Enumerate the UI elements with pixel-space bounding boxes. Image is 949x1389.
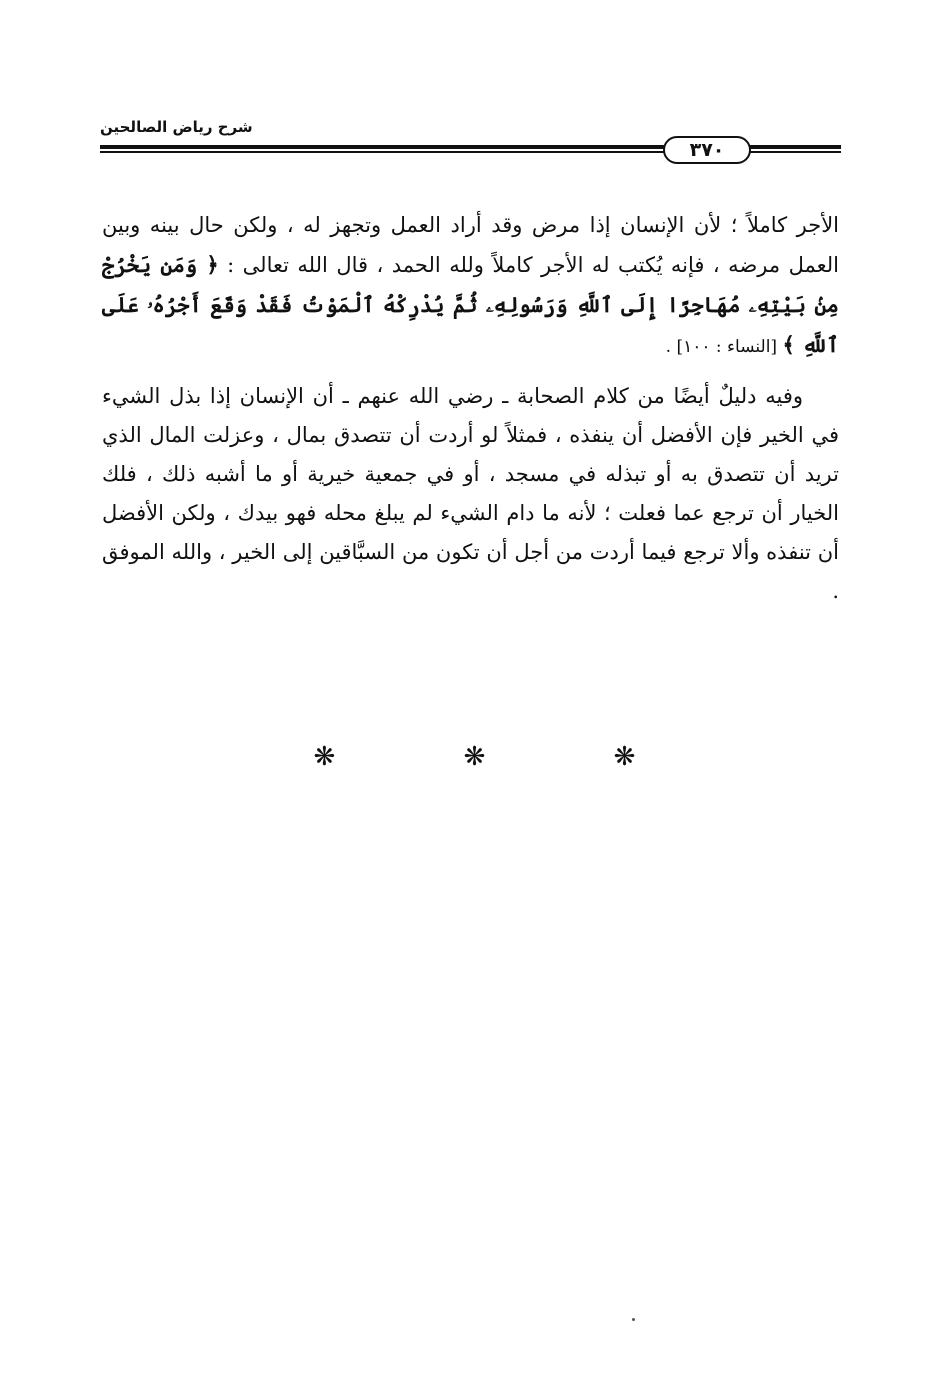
verse-citation: [النساء : ١٠٠] . bbox=[665, 337, 783, 357]
paragraph-2: وفيه دليلٌ أيضًا من كلام الصحابة ـ رضي الله عنهم ـ أن الإنسان إذا بذل الشيء في الخير فإن الأفضل أن ينفذه ، فمثلاً لو أردت أن تتصدق بمال ، وعزلت المال الذي تريد أن تتصدق به أو تبذله في مسجد ، أو في جمعية خيرية أو ما أشبه ذلك ، فلك الخيار أن ترجع عما فعلت ؛ لأنه ما دام الشيء لم يبلغ محله فهو بيدك ، ولكن الأفضل أن تنفذه وألا ترجع فيما أردت من أجل أن تكون من السبَّاقين إلى الخير ، والله الموفق . bbox=[102, 384, 839, 603]
section-separator: ❋ ❋ ❋ bbox=[313, 742, 696, 772]
page-number: ٣٧٠ bbox=[663, 136, 751, 164]
scan-mark bbox=[632, 1318, 635, 1321]
page-body bbox=[102, 206, 839, 611]
page-header bbox=[100, 112, 841, 162]
quran-verse: ﴿ وَمَن يَخْرُجْ مِنۢ بَيْتِهِۦ مُهَاجِرًا إِلَى ٱللَّهِ وَرَسُولِهِۦ ثُمَّ يُدْرِكْهُ ٱلْمَوْتُ فَقَدْ وَقَعَ أَجْرُهُۥ عَلَى ٱللَّهِ ﴾ bbox=[102, 252, 839, 357]
paragraph-1-intro: الأجر كاملاً ؛ لأن الإنسان إذا مرض وقد أراد العمل وتجهز له ، ولكن حال بينه وبين العمل مرضه ، فإنه يُكتب له الأجر كاملاً ولله الحمد ، قال الله تعالى : bbox=[102, 213, 839, 277]
running-title: شرح رياض الصالحين bbox=[100, 118, 253, 136]
paragraph-1 bbox=[102, 206, 839, 367]
